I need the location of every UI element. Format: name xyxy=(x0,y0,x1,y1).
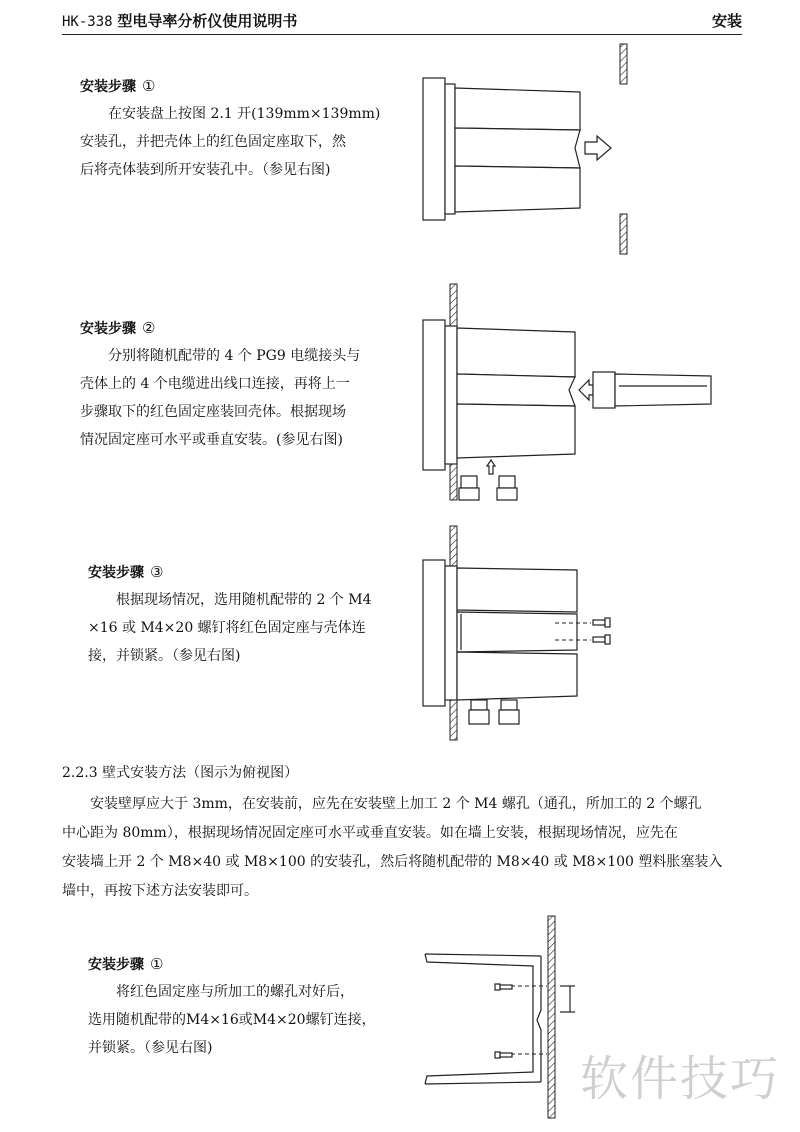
text-line: 在安装盘上按图 2.1 开(139mm×139mm) xyxy=(108,106,381,122)
bezel-step xyxy=(445,326,457,464)
text-line: 安装壁厚应大于 3mm，在安装前，应先在安装壁上加工 2 个 M4 螺孔（通孔，所加工的 2 个螺孔 xyxy=(90,796,702,812)
housing-top xyxy=(455,88,580,130)
panel-step-2-text xyxy=(80,342,360,454)
front-bezel xyxy=(423,560,445,706)
cable-gland-bottom-1 xyxy=(469,700,489,724)
panel-step-3-heading xyxy=(88,562,163,582)
text-line: 壳体上的 4 个电缆进出线口连接，再将上一 xyxy=(80,376,350,392)
housing-bottom xyxy=(457,404,575,458)
housing-middle xyxy=(457,374,575,406)
step-heading-label: 安装步骤 xyxy=(88,957,144,973)
housing-outline xyxy=(425,954,533,1084)
panel-step-2-heading xyxy=(80,318,155,338)
cable-gland-bottom-2 xyxy=(497,476,517,500)
figure-step-1-panel-insert xyxy=(415,40,645,260)
step-number: ① xyxy=(150,955,164,973)
bezel-step xyxy=(445,566,457,700)
step-heading-label: 安装步骤 xyxy=(88,565,144,581)
screw-lower-icon xyxy=(495,1052,512,1058)
text-line: 安装孔，并把壳体上的红色固定座取下，然 xyxy=(80,134,346,150)
screw-upper-icon xyxy=(593,618,610,627)
panel-step-1-text xyxy=(80,100,380,184)
housing-top xyxy=(457,328,575,377)
panel-wall-upper xyxy=(620,44,627,84)
text-line: 选用随机配带的M4×16或M4×20螺钉连接， xyxy=(88,1012,376,1028)
cable-gland-side xyxy=(615,374,711,406)
text-line: 接，并锁紧。（参见右图) xyxy=(88,648,241,664)
figure-step-3-screw-fixing xyxy=(415,524,630,744)
step-number: ③ xyxy=(150,563,164,581)
panel-wall-lower xyxy=(620,214,627,254)
text-line: 并锁紧。（参见右图) xyxy=(88,1040,213,1056)
front-bezel xyxy=(423,78,445,220)
text-line: 根据现场情况，选用随机配带的 2 个 M4 xyxy=(116,592,372,608)
header-model: HK-338 xyxy=(62,14,113,30)
housing-top-edge xyxy=(425,954,541,956)
screw-upper-icon xyxy=(495,984,512,990)
page-header xyxy=(62,6,742,35)
step-number: ① xyxy=(142,77,156,95)
step-number: ② xyxy=(142,319,156,337)
screw-lower-icon xyxy=(593,635,610,644)
header-section: 安装 xyxy=(711,12,742,30)
panel-step-1-heading xyxy=(80,76,155,96)
figure-wall-step-1-top-view xyxy=(415,912,585,1122)
cable-gland-bottom-1 xyxy=(459,476,479,500)
step-heading-label: 安装步骤 xyxy=(80,79,136,95)
text-line: 分别将随机配带的 4 个 PG9 电缆接头与 xyxy=(108,348,361,364)
figure-step-2-cable-glands xyxy=(415,282,715,507)
step-heading-label: 安装步骤 xyxy=(80,321,136,337)
text-line: 情况固定座可水平或垂直安装。(参见右图) xyxy=(80,432,343,448)
gland-arrow-icon xyxy=(579,380,593,400)
housing-top xyxy=(457,568,577,612)
text-line: 安装墙上开 2 个 M8×40 或 M8×100 的安装孔，然后将随机配带的 M8×40 或 M8×100 塑料胀塞装入 xyxy=(62,854,723,870)
wall-step-1-text xyxy=(88,978,376,1062)
section-title: 2.2.3 壁式安装方法（图示为俯视图） xyxy=(62,765,299,781)
up-arrow-icon xyxy=(487,460,495,474)
front-bezel xyxy=(423,320,445,470)
insert-arrow-icon xyxy=(585,136,611,160)
mounting-wall xyxy=(548,916,555,1118)
bezel-step xyxy=(445,84,455,214)
housing-bottom-edge xyxy=(425,1082,541,1084)
text-line: 墙中，再按下述方法安装即可。 xyxy=(62,883,258,899)
text-line: 将红色固定座与所加工的螺孔对好后， xyxy=(116,984,354,1000)
text-line: 步骤取下的红色固定座装回壳体。根据现场 xyxy=(80,404,346,420)
housing-bottom xyxy=(457,652,577,700)
watermark: 软件技巧 xyxy=(579,1051,780,1107)
header-title xyxy=(62,10,297,31)
text-line: 后将壳体装到所开安装孔中。（参见右图) xyxy=(80,162,331,178)
housing-middle xyxy=(455,128,580,168)
fixing-seat xyxy=(537,956,541,1082)
wall-step-1-heading xyxy=(88,954,163,974)
fixing-seat xyxy=(457,612,577,652)
housing-bottom xyxy=(455,166,580,212)
header-manual-title: 型电导率分析仪使用说明书 xyxy=(117,12,298,30)
panel-step-3-text xyxy=(88,586,372,670)
wall-section-text xyxy=(62,790,752,906)
dimension-marker xyxy=(560,986,575,1012)
text-line: ×16 或 M4×20 螺钉将红色固定座与壳体连 xyxy=(88,620,366,636)
gland-nut-side xyxy=(593,372,615,408)
text-line: 中心距为 80mm），根据现场情况固定座可水平或垂直安装。如在墙上安装，根据现场情况，应先在 xyxy=(62,825,678,841)
cable-gland-bottom-2 xyxy=(499,700,519,724)
